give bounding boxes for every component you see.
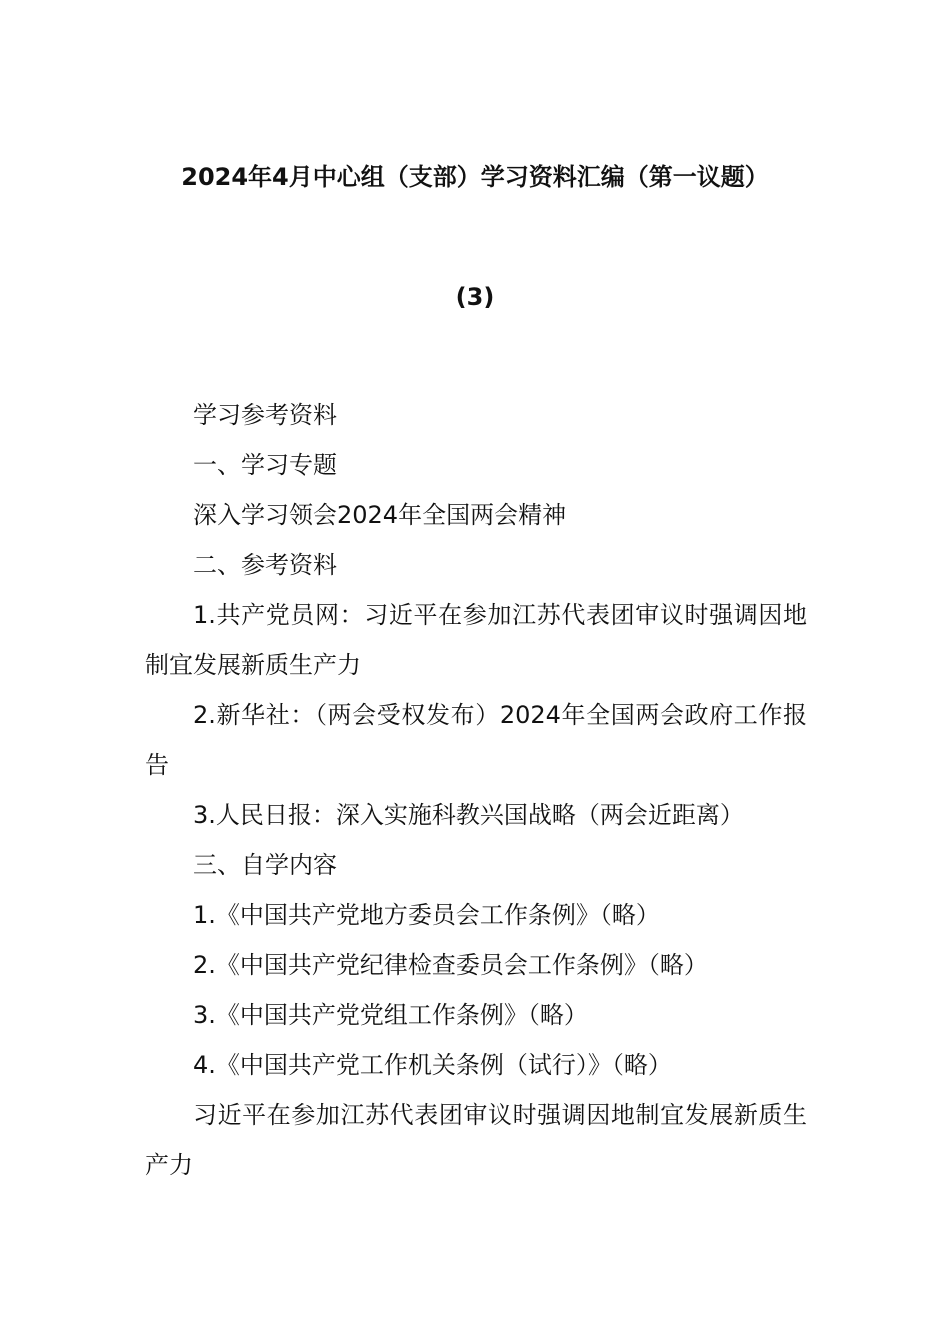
material-item-1: 1.共产党员网：习近平在参加江苏代表团审议时强调因地制宜发展新质生产力 [145,601,807,679]
self-study-item-3: 3.《中国共产党党组工作条例》（略） [193,1001,588,1029]
document-title: 2024年4月中心组（支部）学习资料汇编（第一议题） [181,163,769,191]
section-heading-topic: 一、学习专题 [193,451,337,479]
topic-text: 深入学习领会2024年全国两会精神 [193,501,567,529]
section-heading-reference: 学习参考资料 [193,401,337,429]
material-item-2: 2.新华社：（两会受权发布）2024年全国两会政府工作报告 [145,701,807,779]
document-title-number: (3) [455,283,495,311]
self-study-item-1: 1.《中国共产党地方委员会工作条例》（略） [193,901,660,929]
article-heading: 习近平在参加江苏代表团审议时强调因地制宜发展新质生产力 [145,1101,807,1179]
material-item-3: 3.人民日报：深入实施科教兴国战略（两会近距离） [193,801,744,829]
self-study-item-2: 2.《中国共产党纪律检查委员会工作条例》（略） [193,951,708,979]
section-heading-materials: 二、参考资料 [193,551,337,579]
document-body [145,390,807,1190]
self-study-item-4: 4.《中国共产党工作机关条例（试行）》（略） [193,1051,672,1079]
section-heading-self-study: 三、自学内容 [193,851,337,879]
